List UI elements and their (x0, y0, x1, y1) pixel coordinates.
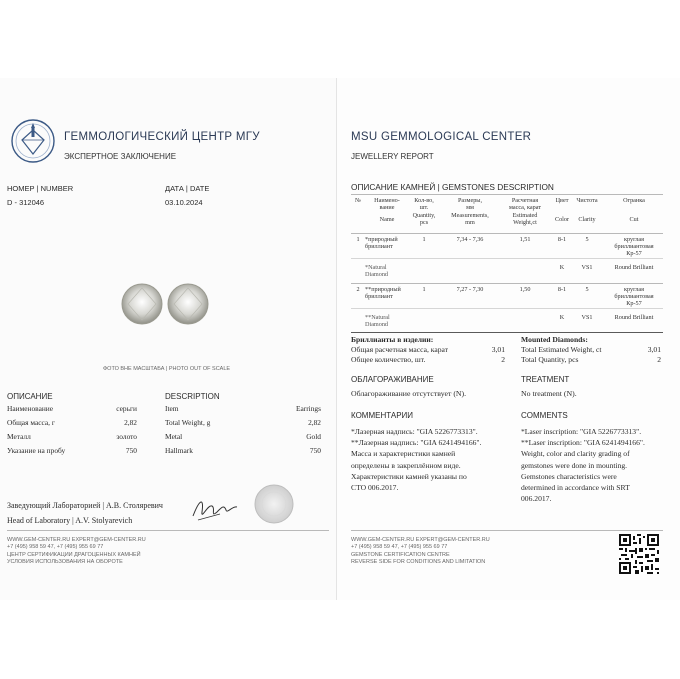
footer-line: +7 (495) 958 59 47, +7 (495) 955 69 77 (7, 544, 104, 551)
footer-line: WWW.GEM-CENTER.RU EXPERT@GEM-CENTER.RU (7, 537, 146, 543)
footer-line: WWW.GEM-CENTER.RU EXPERT@GEM-CENTER.RU (351, 537, 490, 543)
separator: | (72, 516, 76, 525)
stones-heading-divider (351, 194, 663, 195)
treatment-en-heading: TREATMENT (521, 375, 570, 384)
mounted-ru-weight-label: Общая расчетная масса, карат (351, 345, 449, 354)
comment-line: Масса и характеристики камней (351, 449, 456, 459)
comment-line: **Laser inscription: "GIA 6241494166". (521, 438, 645, 448)
stone-cut-en: Round Brilliant (614, 314, 654, 321)
number-label: НОМЕР | NUMBER (7, 184, 74, 193)
stone-size: 7,34 - 7,36 (456, 236, 484, 243)
stone-clarity-ru: 5 (585, 236, 589, 243)
col-clarity-en: Clarity (578, 216, 596, 223)
stone-cut-en: Round Brilliant (614, 264, 654, 271)
stone-name-ru: **природный бриллиант (365, 286, 401, 301)
stone-size: 7,27 - 7,30 (456, 286, 484, 293)
comment-line: Характеристики камней указаны по (351, 471, 467, 481)
comments-en-text (521, 426, 645, 504)
comment-line: determined in accordance with SRT (521, 483, 630, 493)
desc-en-value: Gold (306, 432, 321, 441)
stone-color-en: K (559, 314, 565, 321)
head-name-ru: А.В. Столяревич (106, 501, 163, 510)
description-en-heading: DESCRIPTION (165, 392, 220, 401)
number-value: D - 312046 (7, 198, 45, 207)
earrings-photo (110, 280, 220, 330)
head-name-en: A.V. Stolyarevich (75, 516, 133, 525)
stone-no: 1 (356, 236, 360, 243)
row-subdivider (351, 258, 663, 259)
col-name-ru: Наимено- вание (374, 197, 400, 212)
comment-line: *Laser inscription: "GIA 5226773313". (521, 427, 642, 436)
left-doc-type: ЭКСПЕРТНОЕ ЗАКЛЮЧЕНИЕ (64, 152, 177, 161)
desc-en-label: Total Weight, g (165, 418, 211, 427)
description-row (7, 404, 321, 418)
desc-en-value: 750 (309, 446, 321, 455)
qr-code-icon[interactable] (619, 534, 659, 574)
stone-row (351, 286, 663, 332)
head-title-ru: Заведующий Лабораторией (7, 501, 101, 510)
stone-cut-ru: круглая бриллиантовая Кр-57 (614, 236, 654, 258)
comments-ru-heading: КОММЕНТАРИИ (351, 411, 414, 420)
separator: | (102, 501, 107, 510)
mounted-en-heading: Mounted Diamonds: (521, 335, 588, 344)
head-of-lab-en (7, 516, 132, 525)
stone-color-ru: 8-1 (557, 286, 567, 293)
head-title-en: Head of Laboratory (7, 516, 71, 525)
row-subdivider (351, 308, 663, 309)
comment-line: *Лазерная надпись: "GIA 5226773313". (351, 427, 478, 436)
col-qty-en: Quantity, pcs (412, 212, 436, 227)
left-footer-divider (7, 530, 329, 531)
desc-ru-value: золото (116, 432, 137, 441)
row-divider (351, 283, 663, 284)
comment-line: определены в закреплённом виде. (351, 460, 461, 470)
col-no: № (355, 197, 361, 204)
desc-ru-value: 2,82 (124, 418, 137, 427)
desc-ru-label: Металл (7, 432, 31, 441)
footer-line: REVERSE SIDE FOR CONDITIONS AND LIMITATION (351, 559, 486, 566)
description-ru-heading: ОПИСАНИЕ (7, 392, 53, 401)
footer-line: ЦЕНТР СЕРТИФИКАЦИИ ДРАГОЦЕННЫХ КАМНЕЙ (7, 551, 141, 558)
col-clarity-ru: Чистота (576, 197, 598, 204)
table-header-divider (351, 233, 663, 234)
footer-line: GEMSTONE CERTIFICATION CENTRE (351, 551, 450, 558)
mounted-ru-weight: 3,01 (491, 345, 505, 354)
treatment-ru-heading: ОБЛАГОРАЖИВАНИЕ (351, 375, 434, 384)
signature-icon (190, 494, 240, 524)
stone-qty: 1 (422, 286, 426, 293)
mounted-ru-qty: 2 (501, 355, 505, 364)
right-footer-divider (351, 530, 663, 531)
col-weight-ru: Расчетная масса, карат (508, 197, 542, 212)
desc-en-value: Earrings (295, 404, 321, 413)
comment-line: gemstones were done in mounting. (521, 460, 628, 470)
footer-line: +7 (495) 958 59 47, +7 (495) 955 69 77 (351, 544, 448, 551)
treatment-en-text: No treatment (N). (521, 389, 577, 398)
description-row (7, 432, 321, 446)
col-size-en: Measurements, mm (451, 212, 489, 227)
desc-en-label: Hallmark (165, 446, 193, 455)
desc-en-value: 2,82 (308, 418, 321, 427)
stone-no: 2 (356, 286, 360, 293)
mounted-en-weight: 3,01 (647, 345, 661, 354)
mounted-ru-heading: Бриллианты в изделии: (351, 335, 434, 344)
desc-ru-label: Наименование (7, 404, 54, 413)
stone-name-ru: *природный бриллиант (365, 236, 398, 251)
footer-line: УСЛОВИЯ ИСПОЛЬЗОВАНИЯ НА ОБОРОТЕ (7, 559, 123, 566)
desc-ru-label: Указание на пробу (7, 446, 66, 455)
msu-logo-icon (10, 118, 56, 164)
stone-weight: 1,50 (519, 286, 531, 293)
stone-name-en: *Natural Diamond (365, 264, 389, 279)
col-cut-en: Cut (629, 216, 639, 223)
head-of-lab-ru (7, 501, 163, 510)
comment-line: СТО 006.2017. (351, 483, 399, 493)
desc-en-label: Item (165, 404, 179, 413)
date-label: ДАТА | DATE (165, 184, 210, 193)
treatment-ru-text: Облагораживание отсутствует (N). (351, 389, 467, 398)
right-doc-type: JEWELLERY REPORT (351, 152, 434, 161)
stone-name-en: **Natural Diamond (365, 314, 390, 329)
stone-color-ru: 8-1 (557, 236, 567, 243)
comment-line: Gemstones characteristics were (521, 471, 617, 481)
description-row (7, 418, 321, 432)
stone-clarity-en: VS1 (581, 314, 593, 321)
comment-line: 006.2017. (521, 494, 552, 504)
stone-clarity-ru: 5 (585, 286, 589, 293)
col-cut-ru: Огранка (623, 197, 645, 204)
col-weight-en: Estimated Weight,ct (512, 212, 538, 227)
right-org-name: MSU GEMMOLOGICAL CENTER (351, 131, 532, 143)
stone-row (351, 236, 663, 282)
mounted-en-qty: 2 (657, 355, 661, 364)
left-org-name: ГЕММОЛОГИЧЕСКИЙ ЦЕНТР МГУ (64, 131, 260, 143)
stone-color-en: K (559, 264, 565, 271)
description-table (7, 404, 321, 460)
photo-caption: ФОТО ВНЕ МАСШТАБА | PHOTO OUT OF SCALE (103, 366, 231, 372)
stone-clarity-en: VS1 (581, 264, 593, 271)
desc-ru-label: Общая масса, г (7, 418, 55, 427)
col-size-ru: Размеры, мм (457, 197, 482, 212)
mounted-en-weight-label: Total Estimated Weight, ct (521, 345, 602, 354)
col-color-en: Color (554, 216, 570, 223)
left-footer (7, 537, 146, 567)
page-fold-divider (336, 78, 337, 600)
stone-weight: 1,51 (519, 236, 531, 243)
mounted-en-qty-label: Total Quantity, pcs (521, 355, 579, 364)
table-bottom-divider (351, 332, 663, 333)
right-footer (351, 537, 490, 567)
desc-ru-value: серьги (116, 404, 137, 413)
hologram-seal-icon (254, 484, 294, 524)
col-qty-ru: Кол-во, шт. (414, 197, 434, 212)
comment-line: Weight, color and clarity grading of (521, 449, 630, 459)
col-color-ru: Цвет (555, 197, 569, 204)
desc-ru-value: 750 (125, 446, 137, 455)
comments-en-heading: COMMENTS (521, 411, 568, 420)
mounted-ru-qty-label: Общее количество, шт. (351, 355, 426, 364)
col-name-en: Name (379, 216, 395, 223)
desc-en-label: Metal (165, 432, 183, 441)
date-value: 03.10.2024 (165, 198, 203, 207)
comments-ru-text (351, 426, 481, 493)
stones-table-header (351, 197, 663, 233)
stone-qty: 1 (422, 236, 426, 243)
stones-heading: ОПИСАНИЕ КАМНЕЙ | GEMSTONES DESCRIPTION (351, 182, 554, 192)
comment-line: **Лазерная надпись: "GIA 6241494166". (351, 438, 482, 448)
stone-cut-ru: круглая бриллиантовая Кр-57 (614, 286, 654, 308)
description-row (7, 446, 321, 460)
